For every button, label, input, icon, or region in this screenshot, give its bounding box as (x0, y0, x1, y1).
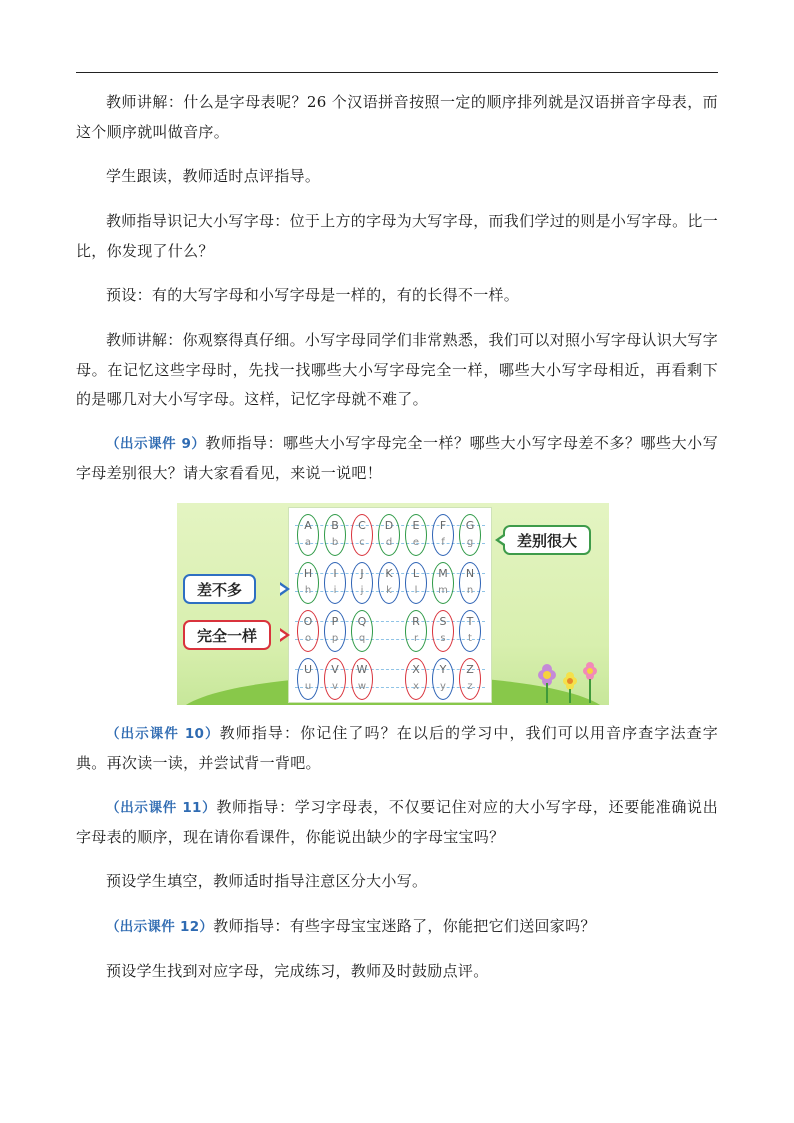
letter-pair (432, 610, 454, 652)
uppercase-letter: V (331, 663, 339, 676)
alphabet-figure (177, 503, 609, 705)
paragraph-text: 预设学生填空，教师适时指导注意区分大小写。 (106, 872, 428, 890)
paragraph-text: 预设学生找到对应字母，完成练习，教师及时鼓励点评。 (106, 962, 489, 980)
uppercase-letter: I (333, 567, 337, 580)
paragraph (76, 793, 718, 852)
paragraph-text: 学生跟读，教师适时点评指导。 (106, 167, 321, 185)
lowercase-letter: i (333, 585, 337, 596)
letter-pair (297, 610, 319, 652)
slide-ref: （出示课件 11） (106, 800, 217, 816)
letter-row (295, 560, 485, 604)
uppercase-letter: Q (357, 615, 367, 628)
lowercase-letter: r (413, 633, 419, 644)
lowercase-letter: c (359, 537, 365, 548)
lowercase-letter: w (357, 681, 367, 692)
tag-label: 差不多 (197, 581, 243, 599)
lowercase-letter: a (304, 537, 312, 548)
tag-big-difference (503, 525, 591, 555)
lowercase-letter: j (360, 585, 364, 596)
uppercase-letter: P (331, 615, 339, 628)
paragraph-text: 教师指导：有些字母宝宝迷路了，你能把它们送回家吗？ (213, 917, 596, 935)
uppercase-letter: Y (439, 663, 447, 676)
letter-pair (405, 658, 427, 700)
paragraph (76, 162, 718, 192)
paragraph-text: 教师指导识记大小写字母：位于上方的字母为大写字母，而我们学过的则是小写字母。比一比，你发现了什么？ (76, 212, 719, 260)
uppercase-letter: N (465, 567, 475, 580)
uppercase-letter: H (303, 567, 313, 580)
letter-pair (324, 610, 346, 652)
uppercase-letter: K (385, 567, 393, 580)
lowercase-letter: n (466, 585, 474, 596)
uppercase-letter: L (412, 567, 420, 580)
lowercase-letter: s (440, 633, 446, 644)
letter-row (295, 512, 485, 556)
uppercase-letter: B (331, 519, 339, 532)
uppercase-letter: D (384, 519, 394, 532)
pointer-right-icon (280, 628, 290, 642)
letter-pair (324, 562, 346, 604)
uppercase-letter: R (412, 615, 420, 628)
tag-label: 差别很大 (517, 532, 578, 550)
letter-pair (297, 562, 319, 604)
uppercase-letter: G (465, 519, 475, 532)
flower-icon (529, 659, 601, 703)
lowercase-letter: t (468, 633, 472, 644)
paragraph (76, 719, 718, 778)
paragraph-text: 教师讲解：什么是字母表呢？26 个汉语拼音按照一定的顺序排列就是汉语拼音字母表，而这个顺序就叫做音序。 (76, 93, 718, 141)
slide-ref: （出示课件 9） (106, 436, 206, 452)
pointer-left-icon (495, 533, 505, 547)
letter-pair (378, 514, 400, 556)
lowercase-letter: x (413, 681, 419, 692)
paragraph (76, 912, 718, 942)
letter-pair (432, 658, 454, 700)
lowercase-letter: p (331, 633, 339, 644)
letter-pair (378, 562, 400, 604)
letter-pair (351, 658, 373, 700)
tag-similar (183, 574, 256, 604)
uppercase-letter: X (412, 663, 420, 676)
letter-pair (459, 658, 481, 700)
lowercase-letter: e (412, 537, 420, 548)
uppercase-letter: Z (466, 663, 474, 676)
lowercase-letter: f (441, 537, 445, 548)
document-body (76, 88, 718, 1002)
letter-pair (405, 610, 427, 652)
lowercase-letter: z (467, 681, 473, 692)
paragraph (76, 957, 718, 987)
letter-pair (378, 658, 400, 700)
uppercase-letter: O (303, 615, 313, 628)
lowercase-letter: m (438, 585, 448, 596)
uppercase-letter: W (356, 663, 368, 676)
letter-pair (459, 514, 481, 556)
paragraph (76, 281, 718, 311)
paragraph-text: 教师指导：哪些大小写字母完全一样？哪些大小写字母差不多？哪些大小写字母差别很大？请大家看看见，来说一说吧！ (76, 434, 719, 482)
uppercase-letter: A (304, 519, 312, 532)
letter-pair (297, 658, 319, 700)
pointer-right-icon (280, 582, 290, 596)
letter-row (295, 608, 485, 652)
letter-pair (324, 658, 346, 700)
uppercase-letter: S (439, 615, 447, 628)
paragraph (76, 867, 718, 897)
letter-board (288, 507, 492, 703)
slide-ref: （出示课件 10） (106, 726, 220, 742)
lowercase-letter: g (466, 537, 474, 548)
letter-pair (459, 610, 481, 652)
paragraph (76, 207, 718, 266)
paragraph-text: 教师指导：学习字母表，不仅要记住对应的大小写字母，还要能准确说出字母表的顺序，现在请你看课件，你能说出缺少的字母宝宝吗？ (76, 798, 719, 846)
lowercase-letter: y (440, 681, 446, 692)
uppercase-letter: C (358, 519, 366, 532)
lowercase-letter: q (358, 633, 366, 644)
paragraph-text: 教师讲解：你观察得真仔细。小写字母同学们非常熟悉，我们可以对照小写字母认识大写字母。在记忆这些字母时，先找一找哪些大小写字母完全一样，哪些大小写字母相近，再看剩下的是哪几对大小写字母。这样，记忆字母就不难了。 (76, 331, 719, 408)
paragraph-text: 预设：有的大写字母和小写字母是一样的，有的长得不一样。 (106, 286, 520, 304)
lowercase-letter: u (304, 681, 312, 692)
letter-pair (405, 514, 427, 556)
letter-pair (324, 514, 346, 556)
paragraph-text: 教师指导：你记住了吗？在以后的学习中，我们可以用音序查字法查字典。再次读一读，并尝试背一背吧。 (76, 724, 718, 772)
lowercase-letter: d (385, 537, 393, 548)
paragraph (76, 88, 718, 147)
letter-pair (405, 562, 427, 604)
letter-pair (459, 562, 481, 604)
letter-row (295, 656, 485, 700)
lowercase-letter: b (331, 537, 339, 548)
uppercase-letter: J (360, 567, 364, 580)
paragraph (76, 429, 718, 488)
uppercase-letter: T (466, 615, 474, 628)
letter-pair (378, 610, 400, 652)
lowercase-letter: l (414, 585, 418, 596)
uppercase-letter: U (303, 663, 313, 676)
letter-pair (432, 514, 454, 556)
letter-pair (351, 610, 373, 652)
tag-label: 完全一样 (197, 627, 258, 645)
uppercase-letter: F (439, 519, 447, 532)
lowercase-letter: o (304, 633, 312, 644)
letter-pair (351, 562, 373, 604)
header-rule (76, 72, 718, 73)
tag-identical (183, 620, 271, 650)
lowercase-letter: h (304, 585, 312, 596)
uppercase-letter: M (438, 567, 448, 580)
letter-pair (432, 562, 454, 604)
paragraph (76, 326, 718, 414)
lowercase-letter: v (332, 681, 338, 692)
slide-ref: （出示课件 12） (106, 919, 214, 935)
lowercase-letter: k (386, 585, 392, 596)
uppercase-letter: E (412, 519, 420, 532)
letter-pair (351, 514, 373, 556)
letter-pair (297, 514, 319, 556)
